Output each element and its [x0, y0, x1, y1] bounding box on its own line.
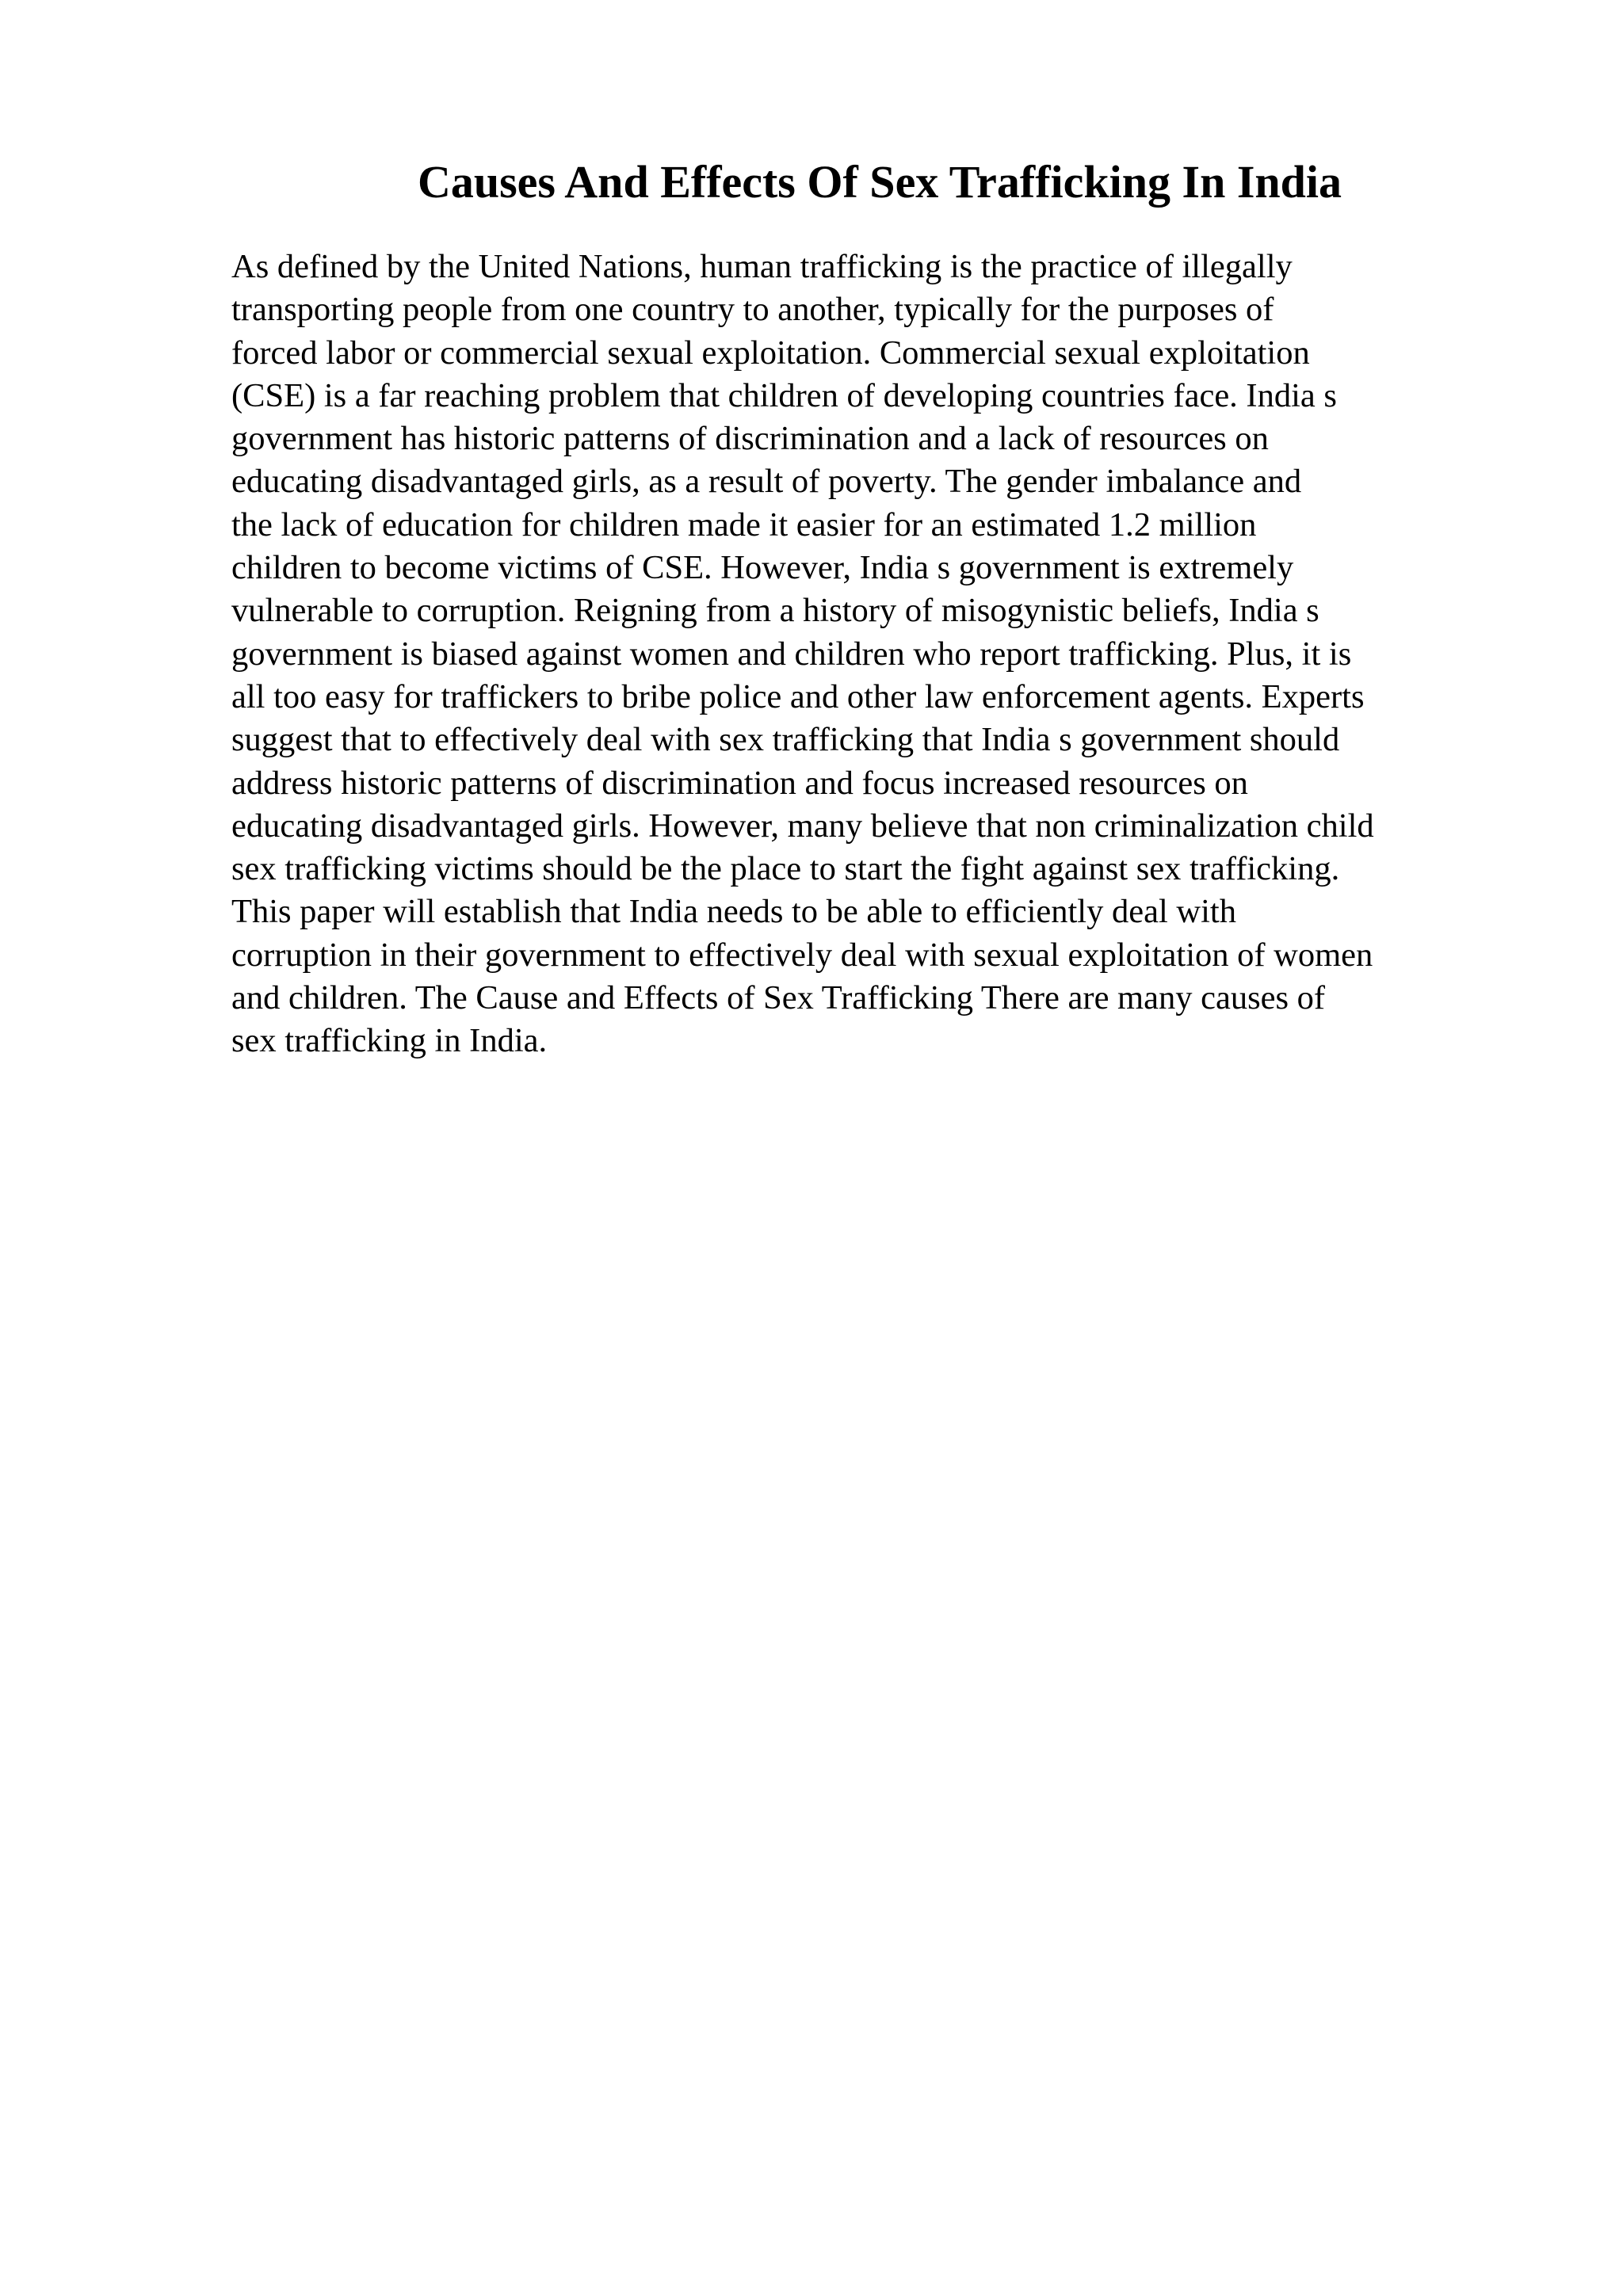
document-title: Causes And Effects Of Sex Trafficking In India	[417, 156, 1342, 208]
paragraph-line: government has historic patterns of discrimination and a lack of resources on	[231, 420, 1269, 458]
paragraph-line: all too easy for traffickers to bribe police and other law enforcement agents. Experts	[231, 677, 1365, 715]
paragraph-line: and children. The Cause and Effects of Sex Trafficking There are many causes of	[231, 979, 1326, 1017]
paragraph-line: address historic patterns of discrimination and focus increased resources on	[231, 764, 1248, 802]
paragraph-line: (CSE) is a far reaching problem that children of developing countries face. India s	[231, 376, 1337, 414]
paragraph-line: government is biased against women and children who report trafficking. Plus, it is	[231, 635, 1352, 673]
body-paragraph	[231, 246, 1594, 1063]
paragraph-line: forced labor or commercial sexual exploitation. Commercial sexual exploitation	[231, 334, 1310, 372]
paragraph-line: children to become victims of CSE. However, India s government is extremely	[231, 549, 1294, 587]
paragraph-line: educating disadvantaged girls, as a result of poverty. The gender imbalance and	[231, 463, 1302, 501]
paragraph-line: sex trafficking victims should be the place to start the fight against sex trafficking.	[231, 850, 1340, 888]
paragraph-line: This paper will establish that India needs to be able to efficiently deal with	[231, 893, 1236, 931]
paragraph-line: As defined by the United Nations, human trafficking is the practice of illegally	[231, 248, 1293, 285]
paragraph-line: educating disadvantaged girls. However, many believe that non criminalization child	[231, 807, 1374, 845]
paragraph-line: corruption in their government to effectively deal with sexual exploitation of women	[231, 936, 1373, 974]
paragraph-line: sex trafficking in India.	[231, 1022, 548, 1060]
paragraph-line: vulnerable to corruption. Reigning from a history of misogynistic beliefs, India s	[231, 592, 1319, 630]
paragraph-line: transporting people from one country to another, typically for the purposes of	[231, 291, 1274, 329]
paragraph-line: the lack of education for children made it easier for an estimated 1.2 million	[231, 505, 1257, 543]
paragraph-line: suggest that to effectively deal with sex trafficking that India s government should	[231, 721, 1340, 759]
